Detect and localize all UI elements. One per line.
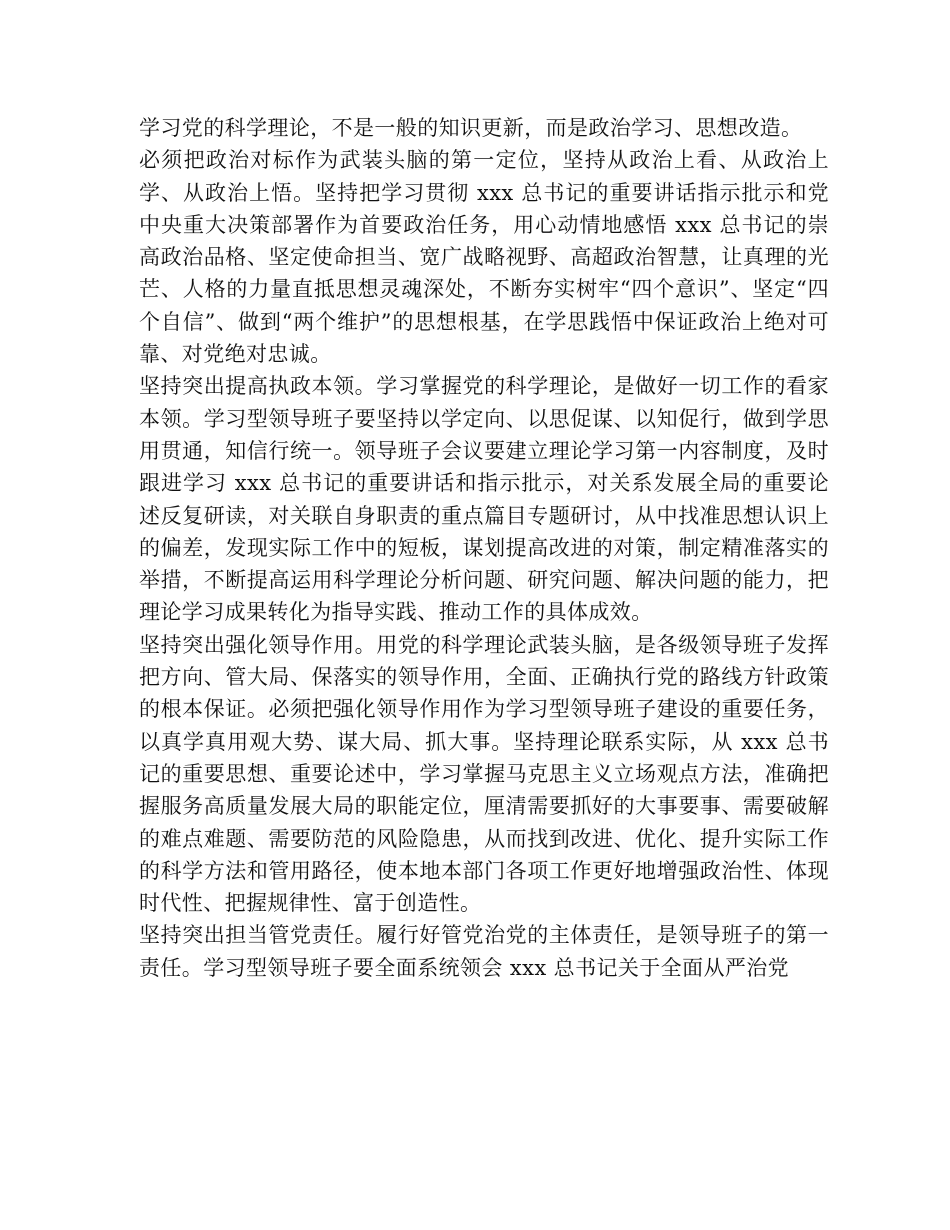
paragraph-5: 坚持突出担当管党责任。履行好管党治党的主体责任，是领导班子的第一责任。学习型领导班子要全面系统领会 xxx 总书记关于全面从严治党 xyxy=(139,923,829,980)
paragraph-1: 学习党的科学理论，不是一般的知识更新，而是政治学习、思想改造。 xyxy=(139,116,803,140)
paragraph-4: 坚持突出强化领导作用。用党的科学理论武装头脑，是各级领导班子发挥把方向、管大局、保落实的领导作用，全面、正确执行党的路线方针政策的根本保证。必须把强化领导作用作为学习型领导班子建设的重要任务，以真学真用观大势、谋大局、抓大事。坚持理论联系实际，从 xxx 总书记的重要思想、重要论述中，学习掌握马克思主义立场观点方法，准确把握服务高质量发展大局的职能定位，厘清需要抓好的大事要事、需要破解的难点难题、需要防范的风险隐患，从而找到改进、优化、提升实际工作的科学方法和管用路径，使本地本部门各项工作更好地增强政治性、体现时代性、把握规律性、富于创造性。 xyxy=(139,632,829,916)
paragraph-3: 坚持突出提高执政本领。学习掌握党的科学理论，是做好一切工作的看家本领。学习型领导班子要坚持以学定向、以思促谋、以知促行，做到学思用贯通，知信行统一。领导班子会议要建立理论学习第一内容制度，及时跟进学习 xxx 总书记的重要讲话和指示批示，对关系发展全局的重要论述反复研读，对关联自身职责的重点篇目专题研讨，从中找准思想认识上的偏差，发现实际工作中的短板，谋划提高改进的对策，制定精准落实的举措，不断提高运用科学理论分析问题、研究问题、解决问题的能力，把理论学习成果转化为指导实践、推动工作的具体成效。 xyxy=(139,374,829,625)
paragraph-2: 必须把政治对标作为武装头脑的第一定位，坚持从政治上看、从政治上学、从政治上悟。坚持把学习贯彻 xxx 总书记的重要讲话指示批示和党中央重大决策部署作为首要政治任务，用心动情地感悟 xxx 总书记的崇高政治品格、坚定使命担当、宽广战略视野、高超政治智慧，让真理的光芒、人格的力量直抵思想灵魂深处，不断夯实树牢“四个意识”、坚定“四个自信”、做到“两个维护”的思想根基，在学思践悟中保证政治上绝对可靠、对党绝对忠诚。 xyxy=(139,148,829,367)
document-body xyxy=(139,112,829,984)
